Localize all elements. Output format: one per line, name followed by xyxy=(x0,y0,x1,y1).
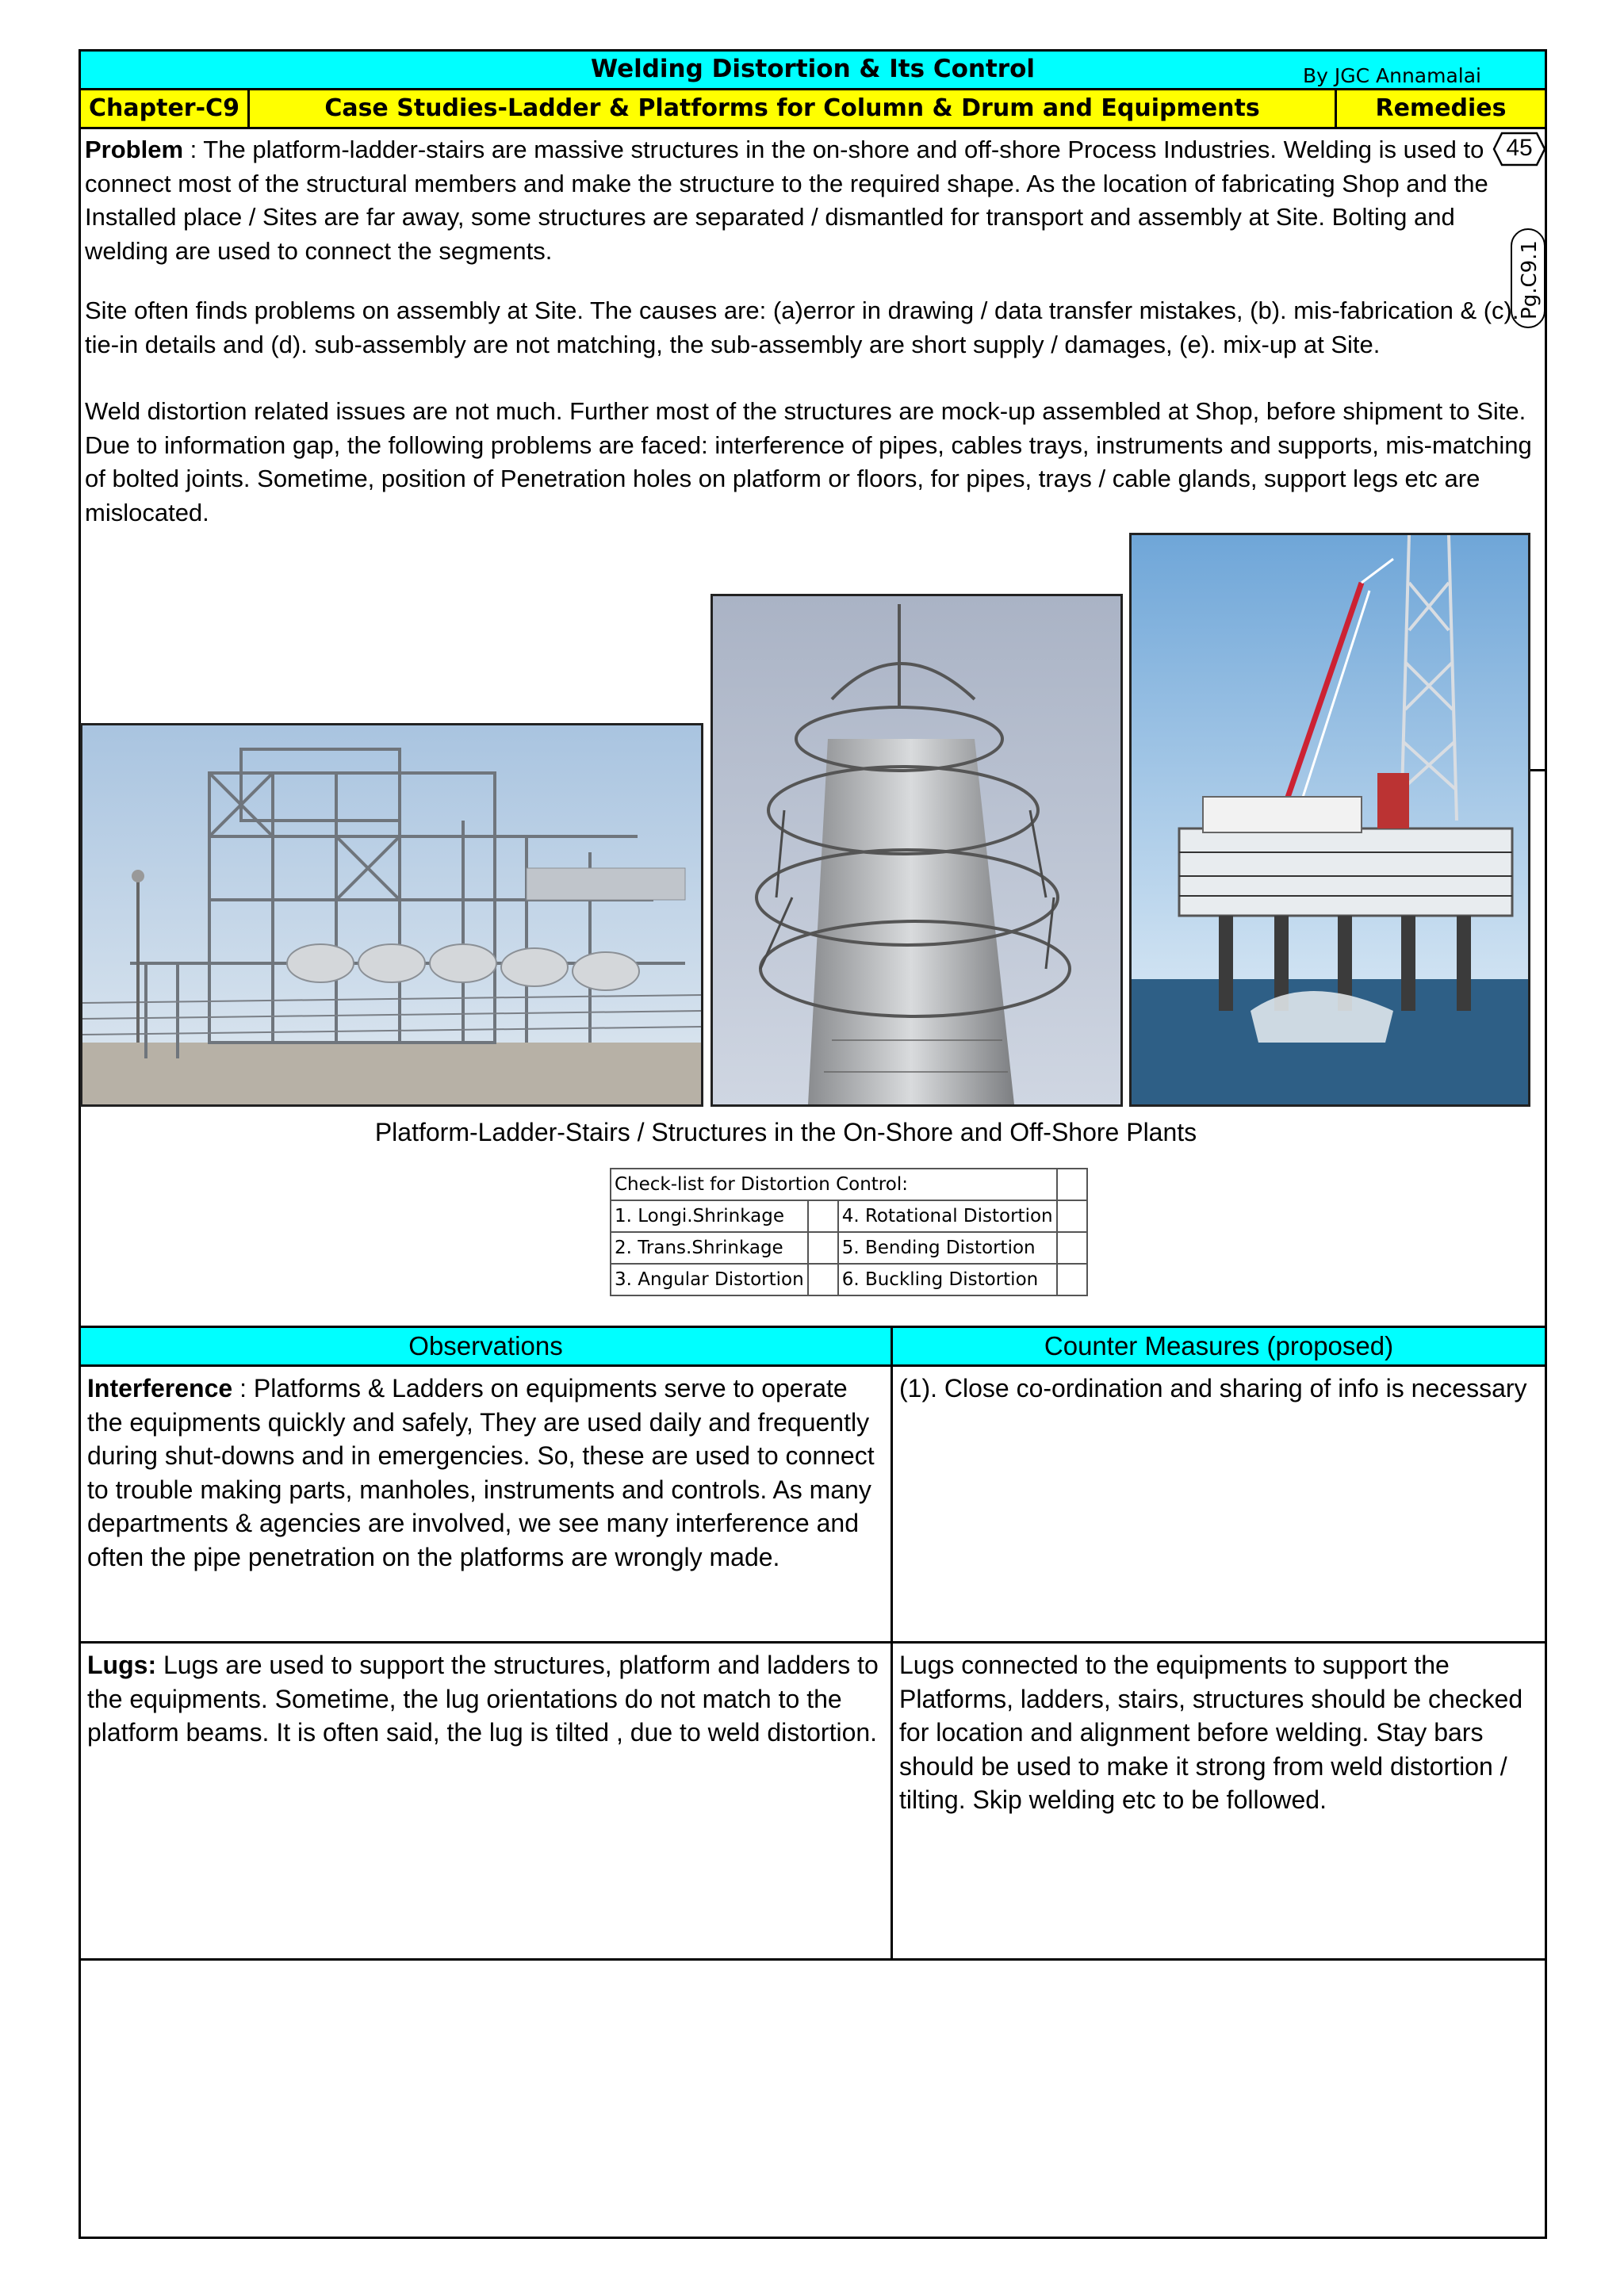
checklist-item: 6. Buckling Distortion xyxy=(838,1264,1057,1295)
checklist-cell xyxy=(1057,1169,1087,1200)
problem-label: Problem xyxy=(85,136,184,163)
observations-header: Observations xyxy=(79,1326,893,1367)
checklist-cell xyxy=(808,1232,838,1264)
figure-caption: Platform-Ladder-Stairs / Structures in the On-Shore and Off-Shore Plants xyxy=(374,1118,1197,1146)
checklist-table xyxy=(610,1168,1088,1296)
checklist-cell xyxy=(808,1200,838,1232)
lugs-label: Lugs: xyxy=(87,1651,157,1679)
interference-label: Interference xyxy=(87,1374,233,1402)
page-number: 45 xyxy=(1506,135,1533,161)
distortion-paragraph: Weld distortion related issues are not much. Further most of the structures are mock-up assembled at Shop, before shipment to Site. Due to information gap, the following problems are faced: interference of pipes, cables trays, instruments and supports, mis-matching of bolted joints. Sometime, position of Penetration holes on platform or floors, for pipes, trays / cable glands, support legs etc are mislocated. xyxy=(85,397,1532,526)
onshore-plant-image xyxy=(82,725,701,1104)
observation-lugs xyxy=(79,1641,893,1961)
onshore-plant-photo xyxy=(80,723,703,1107)
offshore-platform-image xyxy=(1132,535,1528,1104)
checklist-item: 4. Rotational Distortion xyxy=(838,1200,1057,1232)
countermeasures-header: Counter Measures (proposed) xyxy=(891,1326,1547,1367)
checklist-title: Check-list for Distortion Control: xyxy=(611,1169,1057,1200)
checklist-item: 3. Angular Distortion xyxy=(611,1264,808,1295)
section-title: Case Studies-Ladder & Platforms for Column & Drum and Equipments xyxy=(247,88,1337,129)
problem-text: : The platform-ladder-stairs are massive structures in the on-shore and off-shore Process Industries. Welding is used to connect most of the structural members and make the structure to the required shape. As the location of fabricating Shop and the Installed place / Sites are far away, some structures are separated / dismantled for transport and assembly at Site. Bolting and welding are used to connect the segments. xyxy=(85,136,1488,265)
checklist-cell xyxy=(808,1264,838,1295)
column-platform-photo xyxy=(710,594,1123,1107)
problem-paragraph xyxy=(85,133,1544,268)
lugs-text: Lugs are used to support the structures, platform and ladders to the equipments. Sometime, the lug orientations do not match to the platform beams. It is often said, the lug is tilted , due to weld distortion. xyxy=(87,1651,879,1747)
measure-interference: (1). Close co-ordination and sharing of info is necessary xyxy=(891,1364,1547,1644)
checklist-item: 2. Trans.Shrinkage xyxy=(611,1232,808,1264)
checklist-cell xyxy=(1057,1200,1087,1232)
causes-paragraph: Site often finds problems on assembly at Site. The causes are: (a)error in drawing / data transfer mistakes, (b). mis-fabrication & (c). tie-in details and (d). sub-assembly are not matching, the sub-assembly are short supply / damages, (e). mix-up at Site. xyxy=(85,297,1519,358)
checklist-item: 5. Bending Distortion xyxy=(838,1232,1057,1264)
checklist-cell xyxy=(1057,1232,1087,1264)
measure-lugs: Lugs connected to the equipments to support the Platforms, ladders, stairs, structures should be checked for location and alignment before welding. Stay bars should be used to make it strong from weld distortion / tilting. Skip welding etc to be followed. xyxy=(891,1641,1547,1961)
offshore-platform-photo xyxy=(1129,533,1530,1107)
checklist-item: 1. Longi.Shrinkage xyxy=(611,1200,808,1232)
page-ref: Pg.C9.1 xyxy=(1518,240,1542,320)
title-bar xyxy=(79,49,1547,90)
document-title: Welding Distortion & Its Control xyxy=(591,55,1035,83)
chapter-cell: Chapter-C9 xyxy=(79,88,250,129)
author-credit: By JGC Annamalai xyxy=(1302,64,1481,87)
observation-interference xyxy=(79,1364,893,1644)
interference-text: : Platforms & Ladders on equipments serve to operate the equipments quickly and safely, They are used daily and frequently during shut-downs and in emergencies. So, these are used to connect to trouble making parts, manholes, instruments and controls. As many departments & agencies are involved, we see many interference and often the pipe penetration on the platforms are wrongly made. xyxy=(87,1374,875,1571)
remedies-tag: Remedies xyxy=(1335,88,1547,129)
checklist-cell xyxy=(1057,1264,1087,1295)
column-platform-image xyxy=(713,596,1120,1104)
